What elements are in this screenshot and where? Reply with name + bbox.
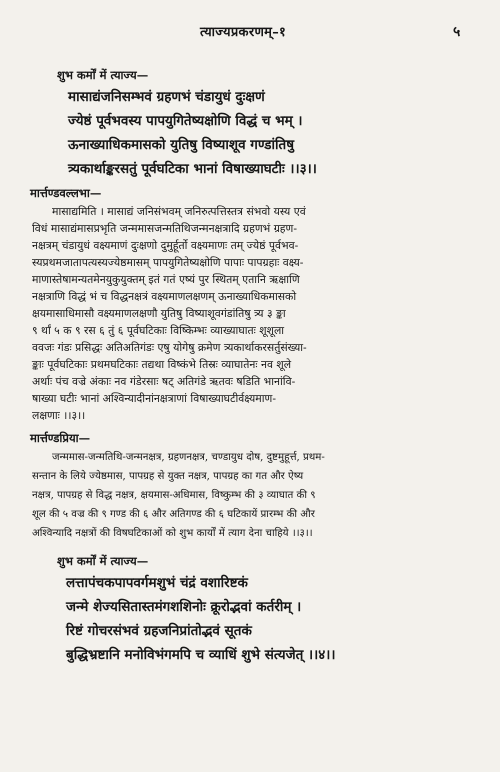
commentary-line: क्षयमासाधिमासौ वक्ष्यमाणलक्षणौ युतिषु विष्याशूवगंडांतिषु त्र्य ३ ङ्का	[32, 307, 286, 320]
commentary-line: लक्षणाः ।।३।।	[32, 409, 86, 422]
verse-line: ऊनाख्याधिकमासको युतिषु विष्याशूव गण्डांतिषु	[68, 137, 294, 153]
commentary-line: ९ र्थां ५ क ९ रस ६ तुं ६ पूर्वघटिकाः विष्किम्भः व्याख्याघातः शूशूला	[32, 324, 285, 337]
commentary-heading: मार्त्तण्डवल्लभा—	[30, 186, 102, 200]
commentary-line: माणास्तेषामन्यतमेनयुकुयुक्तम् इतं गतं एष्यं पुर स्थितम् एतानि ऋक्षाणि	[32, 273, 300, 286]
commentary-line: षाख्या घटीः भानां अश्विन्यादीनांनक्षत्राणां विषाख्याघटीर्वक्ष्यमाण-	[32, 392, 277, 405]
hindi-line: नक्षत्र, पापग्रह से विद्ध नक्षत्र, क्षयमास-अधिमास, विष्कुम्भ की ३ व्याघात की ९	[32, 490, 316, 501]
commentary-line: स्यप्रथमजातापत्यस्यज्येष्ठमासम् पापयुगितेष्यक्षोणि पापाः पापग्रहाः वक्ष्य-	[32, 256, 304, 269]
verse-line: रिष्टं गोचरसंभवं ग्रहजनिप्रांतोद्भवं सूतकं	[66, 623, 252, 639]
running-title: त्याज्यप्रकरणम्–१	[200, 25, 287, 40]
commentary-line: ङ्काः पूर्वघटिकाः प्रथमघटिकाः तद्यथा विष्कंभे तिस्रः व्याघातेनः नव शूले	[32, 358, 292, 371]
hindi-line: सन्तान के लिये ज्येष्ठमास, पापग्रह से युक्त नक्षत्र, पापग्रह का गत और ऐष्य	[32, 471, 304, 482]
commentary-line: ववजः गंडः प्रसिद्धः अतिअतिगंडः एषु योगेषु क्रमेण त्र्यकार्थाकरसर्तुसंख्या-	[32, 341, 307, 354]
page-number: ५	[453, 24, 461, 40]
verse-line: लत्तापंचकपापवर्गमशुभं चंद्रं वशारिष्टकं	[66, 575, 248, 591]
page-header	[0, 22, 500, 42]
verse-line: बुद्धिभ्रष्टानि मनोविभंगमपि च व्याधिं शुभे संत्यजेत् ।।४।।	[66, 647, 336, 663]
hindi-heading: मार्त्तण्डप्रिया—	[30, 431, 91, 445]
verse-line: जन्मे शेज्यसितास्तमंगशशिनोः क्रूरोद्भवां कर्तरीम् ।	[66, 599, 302, 615]
commentary-line: नक्षत्रम् चंडायुधं वक्ष्यमाणं दुःक्षणो दुमुर्हूर्तो वक्ष्यमाणः तम् ज्येष्ठं पूर्वभव-	[32, 239, 299, 252]
commentary-line: अर्थाः पंच वज्रे अंकाः नव गंडेरसाः षट् अतिगंडे ऋतवः षडिति भानांवि-	[32, 375, 296, 388]
hindi-line: शूल की ५ वज्र की ९ गण्ड की ६ और अतिगण्ड की ६ घटिकायें प्रारम्भ की और	[32, 509, 315, 520]
commentary-line: मासाद्यमिति । मासाद्यं जनिसंभवम् जनिरुत्पत्तिस्तत्र संभवो यस्य एवं	[52, 205, 306, 218]
commentary-line: नक्षत्राणि विद्धं भं च विद्धनक्षत्रं वक्ष्यमाणलक्षणम् ऊनाख्याधिकमासको	[32, 290, 297, 303]
verse-line: ज्येष्ठं पूर्वभवस्य पापयुगितेष्यक्षोणि विद्धं च भम् ।	[68, 113, 303, 129]
verse-line: त्र्यकार्थाङ्करसतुं पूर्वघटिका भानां विषाख्याघटीः ।।३।।	[68, 161, 317, 177]
verse-line: मासाद्यंजनिसम्भवं ग्रहणभं चंडायुधं दुःक्षणं	[68, 89, 265, 105]
section-heading: शुभ कर्मों में त्याज्य—	[57, 68, 149, 82]
hindi-line: अश्विन्यादि नक्षत्रों की विषघटिकाओं को शुभ कार्यों में त्याग देना चाहिये ।।३।।	[32, 528, 313, 539]
hindi-line: जन्ममास-जन्मतिथि-जन्मनक्षत्र, ग्रहणनक्षत्र, चण्डायुध दोष, दुष्टमुहूर्त्त, प्रथम-	[52, 452, 325, 463]
section-heading: शुभ कर्मों में त्याज्य—	[57, 554, 149, 568]
commentary-line: विधं मासाद्यंमासप्रभृति जन्ममासजन्मतिथिजन्मनक्षत्रादि ग्रहणभं ग्रहण-	[32, 222, 297, 235]
